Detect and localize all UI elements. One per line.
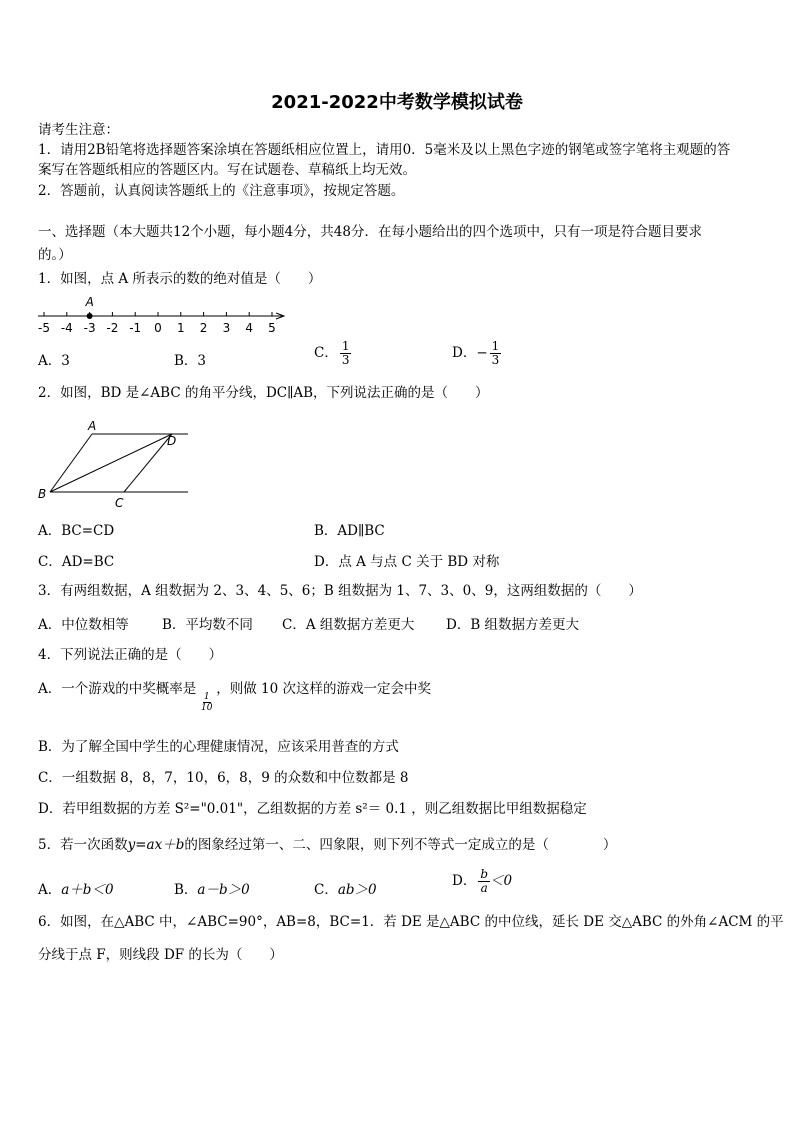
q5-option-a-math: a＋b＜0 xyxy=(61,882,114,898)
q5-option-d-label: D． xyxy=(452,873,477,889)
q3-option-b: B．平均数不同 xyxy=(162,617,253,633)
q2-option-b: B．AD∥BC xyxy=(314,523,385,539)
q2-option-c: C．AD=BC xyxy=(38,554,115,570)
number-line-tick-label: -2 xyxy=(106,321,119,335)
q1-number-line xyxy=(30,290,300,338)
q3-stem: 3．有两组数据，A 组数据为 2、3、4、5、6；B 组数据为 1、7、3、0、9，这两组数据的（ ） xyxy=(38,583,642,599)
section-heading-line1: 一、选择题（本大题共12个小题，每小题4分，共48分．在每小题给出的四个选项中，只有一项是符合题目要求 xyxy=(38,224,702,240)
section-heading-line2: 的。） xyxy=(38,247,72,263)
q4-option-d: D．若甲组数据的方差 S²="0.01"，乙组数据的方差 s²＝ 0.1 ，则乙组数据比甲组数据稳定 xyxy=(38,801,587,817)
q4-option-a-pre: A．一个游戏的中奖概率是 xyxy=(38,681,197,697)
q6-stem-line1: 6．如图，在△ABC 中，∠ABC=90°，AB=8，BC=1．若 DE 是△ABC 的中位线，延长 DE 交△ABC 的外角∠ACM 的平 xyxy=(38,914,784,930)
q3-option-d: D．B 组数据方差更大 xyxy=(446,617,580,633)
notice-item-1a: 1．请用2B铅笔将选择题答案涂填在答题纸相应位置上，请用0．5毫米及以上黑色字迹的钢笔或签字笔将主观题的答 xyxy=(38,142,731,158)
number-line-tick-label: 4 xyxy=(245,321,254,335)
q5-option-c-label: C． xyxy=(314,882,338,898)
segment-dc xyxy=(124,434,172,492)
q5-option-b-math: a－b＞0 xyxy=(197,882,250,898)
label-d: D xyxy=(167,434,177,448)
fraction-denominator: a xyxy=(480,881,488,895)
segment-bd xyxy=(50,434,172,492)
fraction-denominator: 3 xyxy=(341,353,350,367)
q5-option-b-label: B． xyxy=(174,882,198,898)
fraction-numerator: 1 xyxy=(341,339,350,353)
q4-stem: 4．下列说法正确的是（ ） xyxy=(38,647,223,663)
q3-option-a: A．中位数相等 xyxy=(38,617,129,633)
q4-option-a xyxy=(38,677,431,697)
fraction-denominator: 10 xyxy=(201,703,213,713)
notice-item-2: 2．答题前，认真阅读答题纸上的《注意事项》，按规定答题。 xyxy=(38,183,405,199)
q5-stem-pre: 5．若一次函数 xyxy=(38,837,128,853)
number-line-tick-label: -4 xyxy=(60,321,73,335)
q1-option-c-fraction xyxy=(340,340,352,367)
number-line-tick-label: 1 xyxy=(176,321,185,335)
point-a-dot xyxy=(87,313,93,319)
number-line-tick-label: -1 xyxy=(129,321,142,335)
notice-heading: 请考生注意： xyxy=(38,122,119,138)
q5-stem-math: y=ax＋b xyxy=(127,837,185,853)
label-b: B xyxy=(38,487,47,501)
q5-option-d xyxy=(452,868,512,895)
fraction-numerator: 1 xyxy=(491,339,500,353)
fraction-denominator: 3 xyxy=(491,353,500,367)
q5-option-c xyxy=(314,878,377,898)
q1-option-b: B．3 xyxy=(174,353,207,369)
q1-stem: 1．如图，点 A 所表示的数的绝对值是（ ） xyxy=(38,271,322,287)
number-line-tick-label: 0 xyxy=(154,321,162,335)
q1-option-d-fraction xyxy=(490,340,502,367)
number-line-tick-label: 2 xyxy=(199,321,208,335)
q5-option-a-label: A． xyxy=(38,882,62,898)
q5-option-a xyxy=(38,878,114,898)
segment-ba xyxy=(50,434,92,492)
q5-option-d-fraction xyxy=(478,868,490,895)
q5-stem xyxy=(38,835,758,855)
number-line-tick-label: -5 xyxy=(38,321,50,335)
q2-option-d: D．点 A 与点 C 关于 BD 对称 xyxy=(314,554,500,570)
q6-stem-line2: 分线于点 F，则线段 DF 的长为（ ） xyxy=(38,947,283,963)
q4-option-c: C．一组数据 8，8，7，10，6，8，9 的众数和中位数都是 8 xyxy=(38,770,409,786)
q1-option-d xyxy=(452,340,501,367)
q1-option-c-label: C． xyxy=(314,345,338,361)
q2-stem: 2．如图，BD 是∠ABC 的角平分线，DC∥AB，下列说法正确的是（ ） xyxy=(38,385,489,401)
label-a: A xyxy=(88,419,97,433)
q1-option-c xyxy=(314,340,351,367)
fraction-numerator: 1 xyxy=(203,692,210,702)
q4-option-a-post: ，则做 10 次这样的游戏一定会中奖 xyxy=(216,681,432,697)
q4-option-b: B．为了解全国中学生的心理健康情况，应该采用普查的方式 xyxy=(38,739,399,755)
q5-option-c-math: ab＞0 xyxy=(337,882,377,898)
label-c: C xyxy=(115,496,124,510)
page-title: 2021-2022中考数学模拟试卷 xyxy=(271,92,523,113)
q3-option-c: C．A 组数据方差更大 xyxy=(282,617,415,633)
q5-option-b xyxy=(174,878,250,898)
number-line-tick-label: -3 xyxy=(83,321,96,335)
fraction-numerator: b xyxy=(480,867,489,881)
q2-figure xyxy=(34,412,190,516)
q1-option-d-label: D．− xyxy=(452,345,488,361)
number-line-tick-label: 3 xyxy=(222,321,231,335)
q1-option-a: A．3 xyxy=(38,353,70,369)
q2-option-a: A．BC=CD xyxy=(38,523,115,539)
q5-stem-post: 的图象经过第一、二、四象限，则下列不等式一定成立的是（ ） xyxy=(184,837,617,853)
q5-option-d-post: ＜0 xyxy=(490,873,513,889)
point-a-label: A xyxy=(85,295,94,309)
q4-option-a-fraction xyxy=(201,692,212,713)
notice-item-1b: 案写在答题纸相应的答题区内。写在试题卷、草稿纸上均无效。 xyxy=(38,162,416,178)
number-line-tick-label: 5 xyxy=(268,321,276,335)
